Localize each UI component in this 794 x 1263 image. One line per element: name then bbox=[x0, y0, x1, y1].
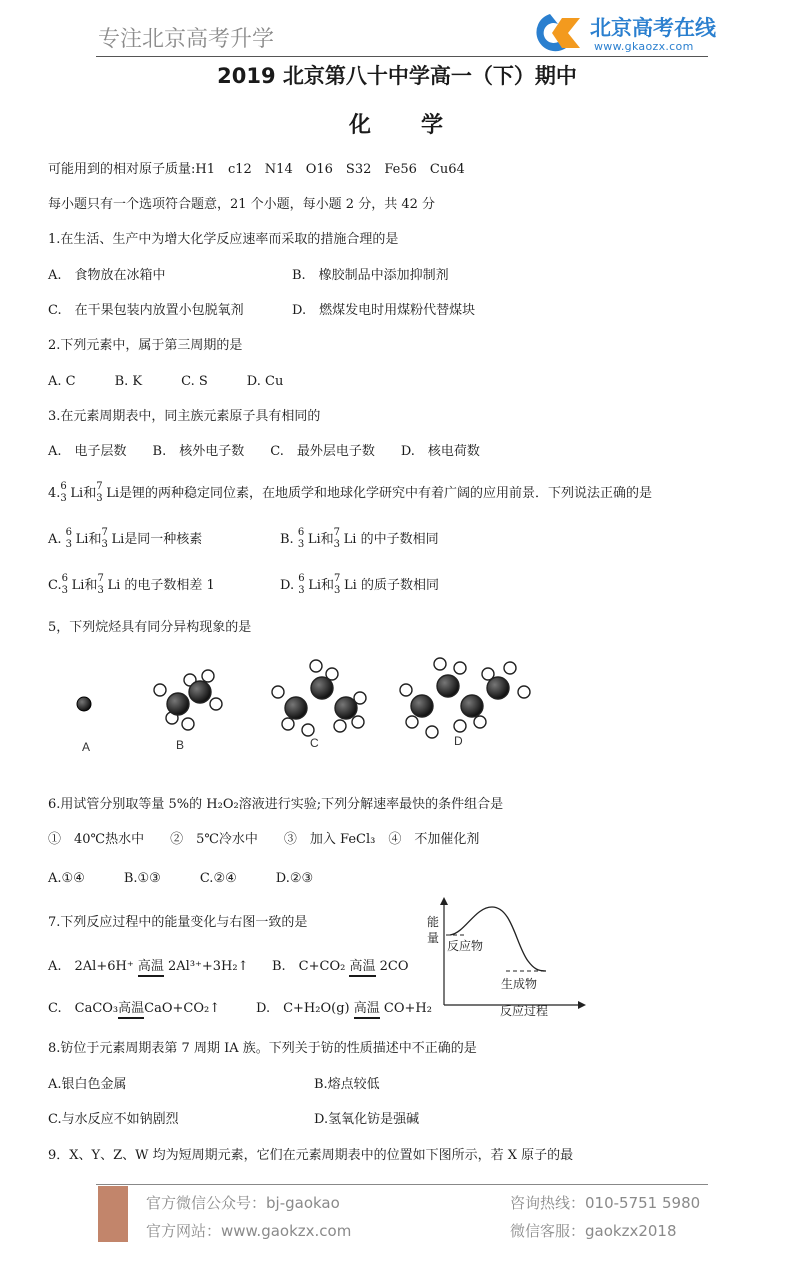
footer-accent-block bbox=[98, 1186, 128, 1242]
q4-num: 4. bbox=[48, 486, 61, 501]
q4-stem bbox=[48, 482, 652, 503]
header-slogan: 专注北京高考升学 bbox=[98, 27, 275, 52]
q8-option-d: D.氢氧化钫是强碱 bbox=[314, 1112, 420, 1127]
q2-options: A. C B. K C. S D. Cu bbox=[48, 374, 284, 389]
product-label: 生成物 bbox=[501, 977, 538, 991]
q2-stem: 2.下列元素中，属于第三周期的是 bbox=[48, 338, 243, 353]
li-symbol: Li bbox=[70, 486, 84, 501]
q8-option-b: B.熔点较低 bbox=[314, 1077, 380, 1092]
energy-axis-label-1: 能 bbox=[427, 915, 440, 929]
q1-option-c: C. 在干果包装内放置小包脱氧剂 bbox=[48, 303, 244, 318]
q3-options: A. 电子层数 B. 核外电子数 C. 最外层电子数 D. 核电荷数 bbox=[48, 444, 480, 459]
model-label-c: C bbox=[310, 736, 319, 750]
isotope-7-3: 7 3 bbox=[96, 481, 103, 504]
q4-option-d: D. 6 3 Li和 7 3 Li 的质子数相同 bbox=[280, 573, 439, 596]
q1-option-d: D. 燃煤发电时用煤粉代替煤块 bbox=[292, 303, 476, 318]
q6-options: A.①④ B.①③ C.②④ D.②③ bbox=[48, 871, 314, 886]
footer-hotline: 咨询热线：010-5751 5980 bbox=[510, 1194, 701, 1212]
model-label-b: B bbox=[176, 738, 185, 752]
q6-conditions: ① 40℃热水中 ② 5℃冷水中 ③ 加入 FeCl₃ ④ 不加催化剂 bbox=[48, 832, 480, 847]
q1-stem: 1.在生活、生产中为增大化学反应速率而采取的措施合理的是 bbox=[48, 232, 399, 247]
q4-stem-rest: 是锂的两种稳定同位素，在地质学和地球化学研究中有着广阔的应用前景．下列说法正确的是 bbox=[119, 486, 653, 501]
q9-stem: 9．X、Y、Z、W 均为短周期元素，它们在元素周期表中的位置如下图所示，若 X 原子的最 bbox=[48, 1148, 574, 1163]
model-label-d: D bbox=[454, 734, 463, 748]
isotope-6-3: 6 3 bbox=[60, 481, 67, 504]
q7-stem: 7.下列反应过程中的能量变化与右图一致的是 bbox=[48, 915, 308, 930]
and-word: 和 bbox=[83, 486, 97, 501]
footer-rule bbox=[96, 1184, 708, 1185]
q8-stem: 8.钫位于元素周期表第 7 周期 IA 族。下列关于钫的性质描述中不正确的是 bbox=[48, 1041, 477, 1056]
x-axis-arrow-icon bbox=[578, 1001, 586, 1009]
q5-stem: 5，下列烷烃具有同分异构现象的是 bbox=[48, 620, 252, 635]
model-d-butane bbox=[400, 658, 530, 738]
q7-option-a: A. 2Al+6H⁺ 高温 2Al³⁺+3H₂↑ bbox=[48, 955, 249, 974]
model-c-propane bbox=[272, 660, 366, 736]
q4-option-a: A. 6 3 Li和 7 3 Li是同一种核素 bbox=[48, 527, 203, 550]
atomic-masses: 可能用到的相对原子质量:H1 c12 N14 O16 S32 Fe56 Cu64 bbox=[48, 162, 465, 177]
model-b-ethane bbox=[154, 670, 222, 730]
model-label-a: A bbox=[82, 740, 91, 754]
q4-option-b: B. 6 3 Li和 7 3 Li 的中子数相同 bbox=[280, 527, 439, 550]
q7-option-b: B. C+CO₂ 高温 2CO bbox=[272, 955, 409, 974]
q3-stem: 3.在元素周期表中，同主族元素原子具有相同的 bbox=[48, 409, 321, 424]
reactant-label: 反应物 bbox=[447, 939, 484, 953]
logo-name: 北京高考在线 bbox=[590, 16, 716, 40]
q7-option-c: C. CaCO₃高温CaO+CO₂↑ bbox=[48, 997, 220, 1016]
exam-title: 2019 北京第八十中学高一（下）期中 bbox=[217, 64, 577, 88]
alkane-models-figure bbox=[40, 652, 560, 762]
q7-option-d: D. C+H₂O(g) 高温 CO+H₂ bbox=[256, 997, 432, 1016]
header-rule bbox=[96, 56, 708, 57]
q1-option-a: A. 食物放在冰箱中 bbox=[48, 268, 166, 283]
q8-option-c: C.与水反应不如钠剧烈 bbox=[48, 1112, 179, 1127]
y-axis-arrow-icon bbox=[440, 897, 448, 905]
reaction-progress-label: 反应过程 bbox=[500, 1004, 549, 1018]
footer-service: 微信客服：gaokzx2018 bbox=[510, 1222, 677, 1240]
q6-stem: 6.用试管分别取等量 5%的 H₂O₂溶液进行实验;下列分解速率最快的条件组合是 bbox=[48, 797, 504, 812]
q8-option-a: A.银白色金属 bbox=[48, 1077, 127, 1092]
footer-site: 官方网站：www.gaokzx.com bbox=[146, 1222, 352, 1240]
footer-wechat: 官方微信公众号：bj-gaokao bbox=[146, 1194, 340, 1212]
energy-axis-label-2: 量 bbox=[427, 931, 440, 945]
instruction: 每小题只有一个选项符合题意，21 个小题，每小题 2 分，共 42 分 bbox=[48, 197, 436, 212]
q1-option-b: B. 橡胶制品中添加抑制剂 bbox=[292, 268, 449, 283]
logo-url: www.gkaozx.com bbox=[594, 40, 694, 53]
li-symbol: Li bbox=[106, 486, 120, 501]
q4-option-c: C. 6 3 Li和 7 3 Li 的电子数相差 1 bbox=[48, 573, 215, 596]
exam-subject: 化 学 bbox=[348, 113, 445, 138]
model-a-methane bbox=[77, 697, 91, 711]
